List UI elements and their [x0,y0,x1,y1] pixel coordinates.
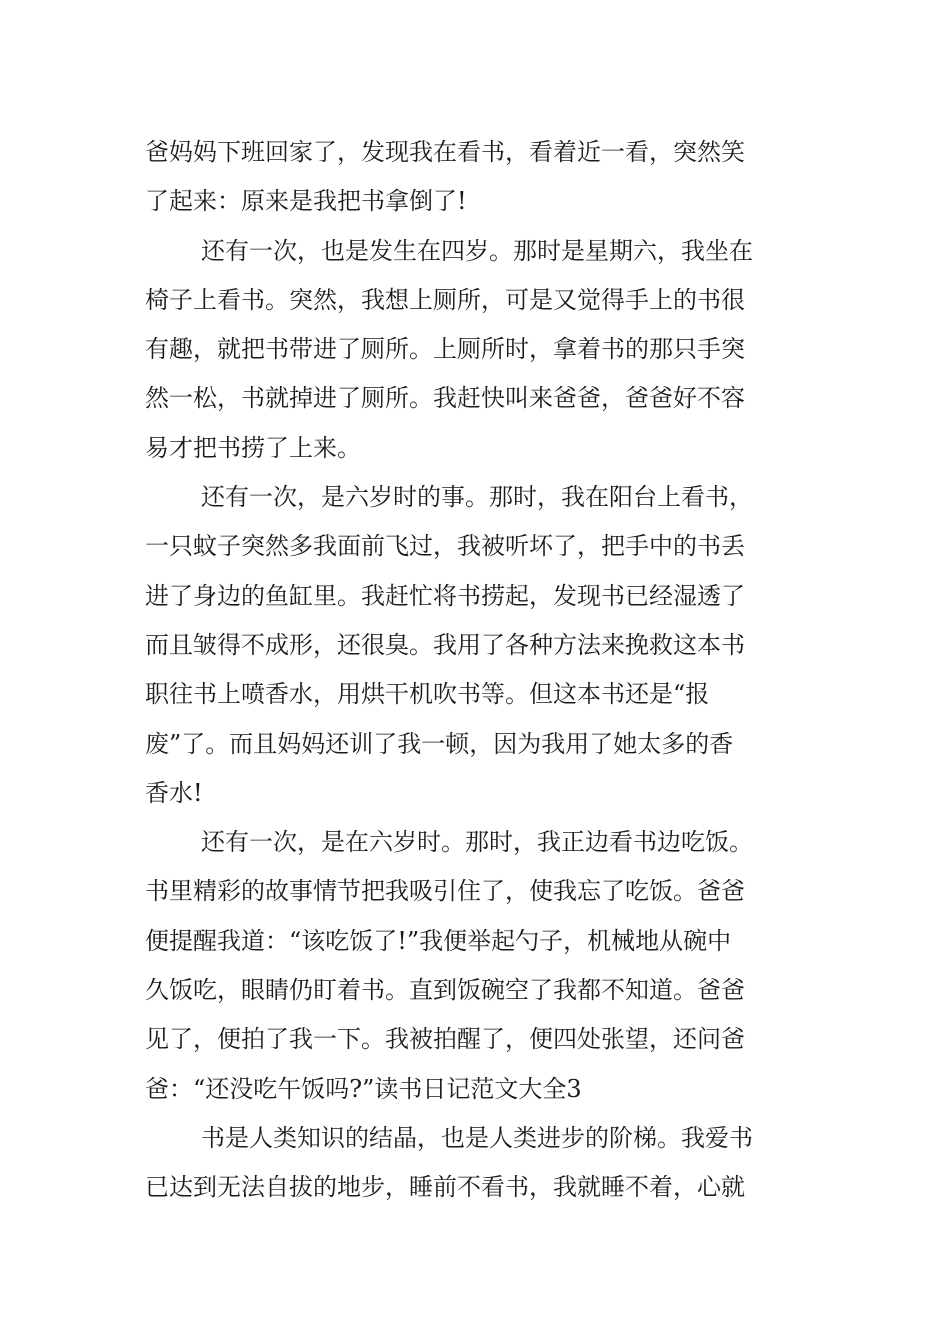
text-line-16: 书里精彩的故事情节把我吸引住了，使我忘了吃饭。爸爸 [145,877,745,906]
text-line-5: 有趣，就把书带进了厕所。上厕所时，拿着书的那只手突 [145,335,745,364]
text-line-20: 爸：“还没吃午饭吗?”读书日记范文大全3 [145,1074,582,1103]
text-line-7: 易才把书捞了上来。 [145,433,361,462]
text-line-15: 还有一次，是在六岁时。那时，我正边看书边吃饭。 [201,828,753,857]
body-text [145,128,810,1213]
text-line-17: 便提醒我道：“该吃饭了!”我便举起勺子，机械地从碗中 [145,926,732,955]
text-line-14: 香水! [145,778,203,807]
text-line-18: 久饭吃，眼睛仍盯着书。直到饭碗空了我都不知道。爸爸 [145,976,745,1005]
text-line-21: 书是人类知识的结晶，也是人类进步的阶梯。我爱书 [201,1123,753,1152]
text-line-8: 还有一次，是六岁时的事。那时，我在阳台上看书， [201,483,753,512]
text-line-4: 椅子上看书。突然，我想上厕所，可是又觉得手上的书很 [145,285,745,314]
text-line-12: 职往书上喷香水，用烘干机吹书等。但这本书还是“报 [145,680,710,709]
text-line-2: 了起来：原来是我把书拿倒了! [145,187,467,216]
text-line-6: 然一松，书就掉进了厕所。我赶快叫来爸爸，爸爸好不容 [145,384,745,413]
text-line-1: 爸妈妈下班回家了，发现我在看书，看着近一看，突然笑 [145,138,745,166]
text-line-9: 一只蚊子突然多我面前飞过，我被听坏了，把手中的书丢 [145,532,745,561]
text-line-3: 还有一次，也是发生在四岁。那时是星期六，我坐在 [201,236,753,265]
text-line-13: 废”了。而且妈妈还训了我一顿，因为我用了她太多的香 [145,729,734,758]
text-line-19: 见了，便拍了我一下。我被拍醒了，便四处张望，还问爸 [145,1025,745,1054]
text-line-11: 而且皱得不成形，还很臭。我用了各种方法来挽救这本书 [145,630,745,659]
text-line-10: 进了身边的鱼缸里。我赶忙将书捞起，发现书已经湿透了 [145,581,745,610]
text-line-22: 已达到无法自拔的地步，睡前不看书，我就睡不着，心就 [145,1173,745,1202]
